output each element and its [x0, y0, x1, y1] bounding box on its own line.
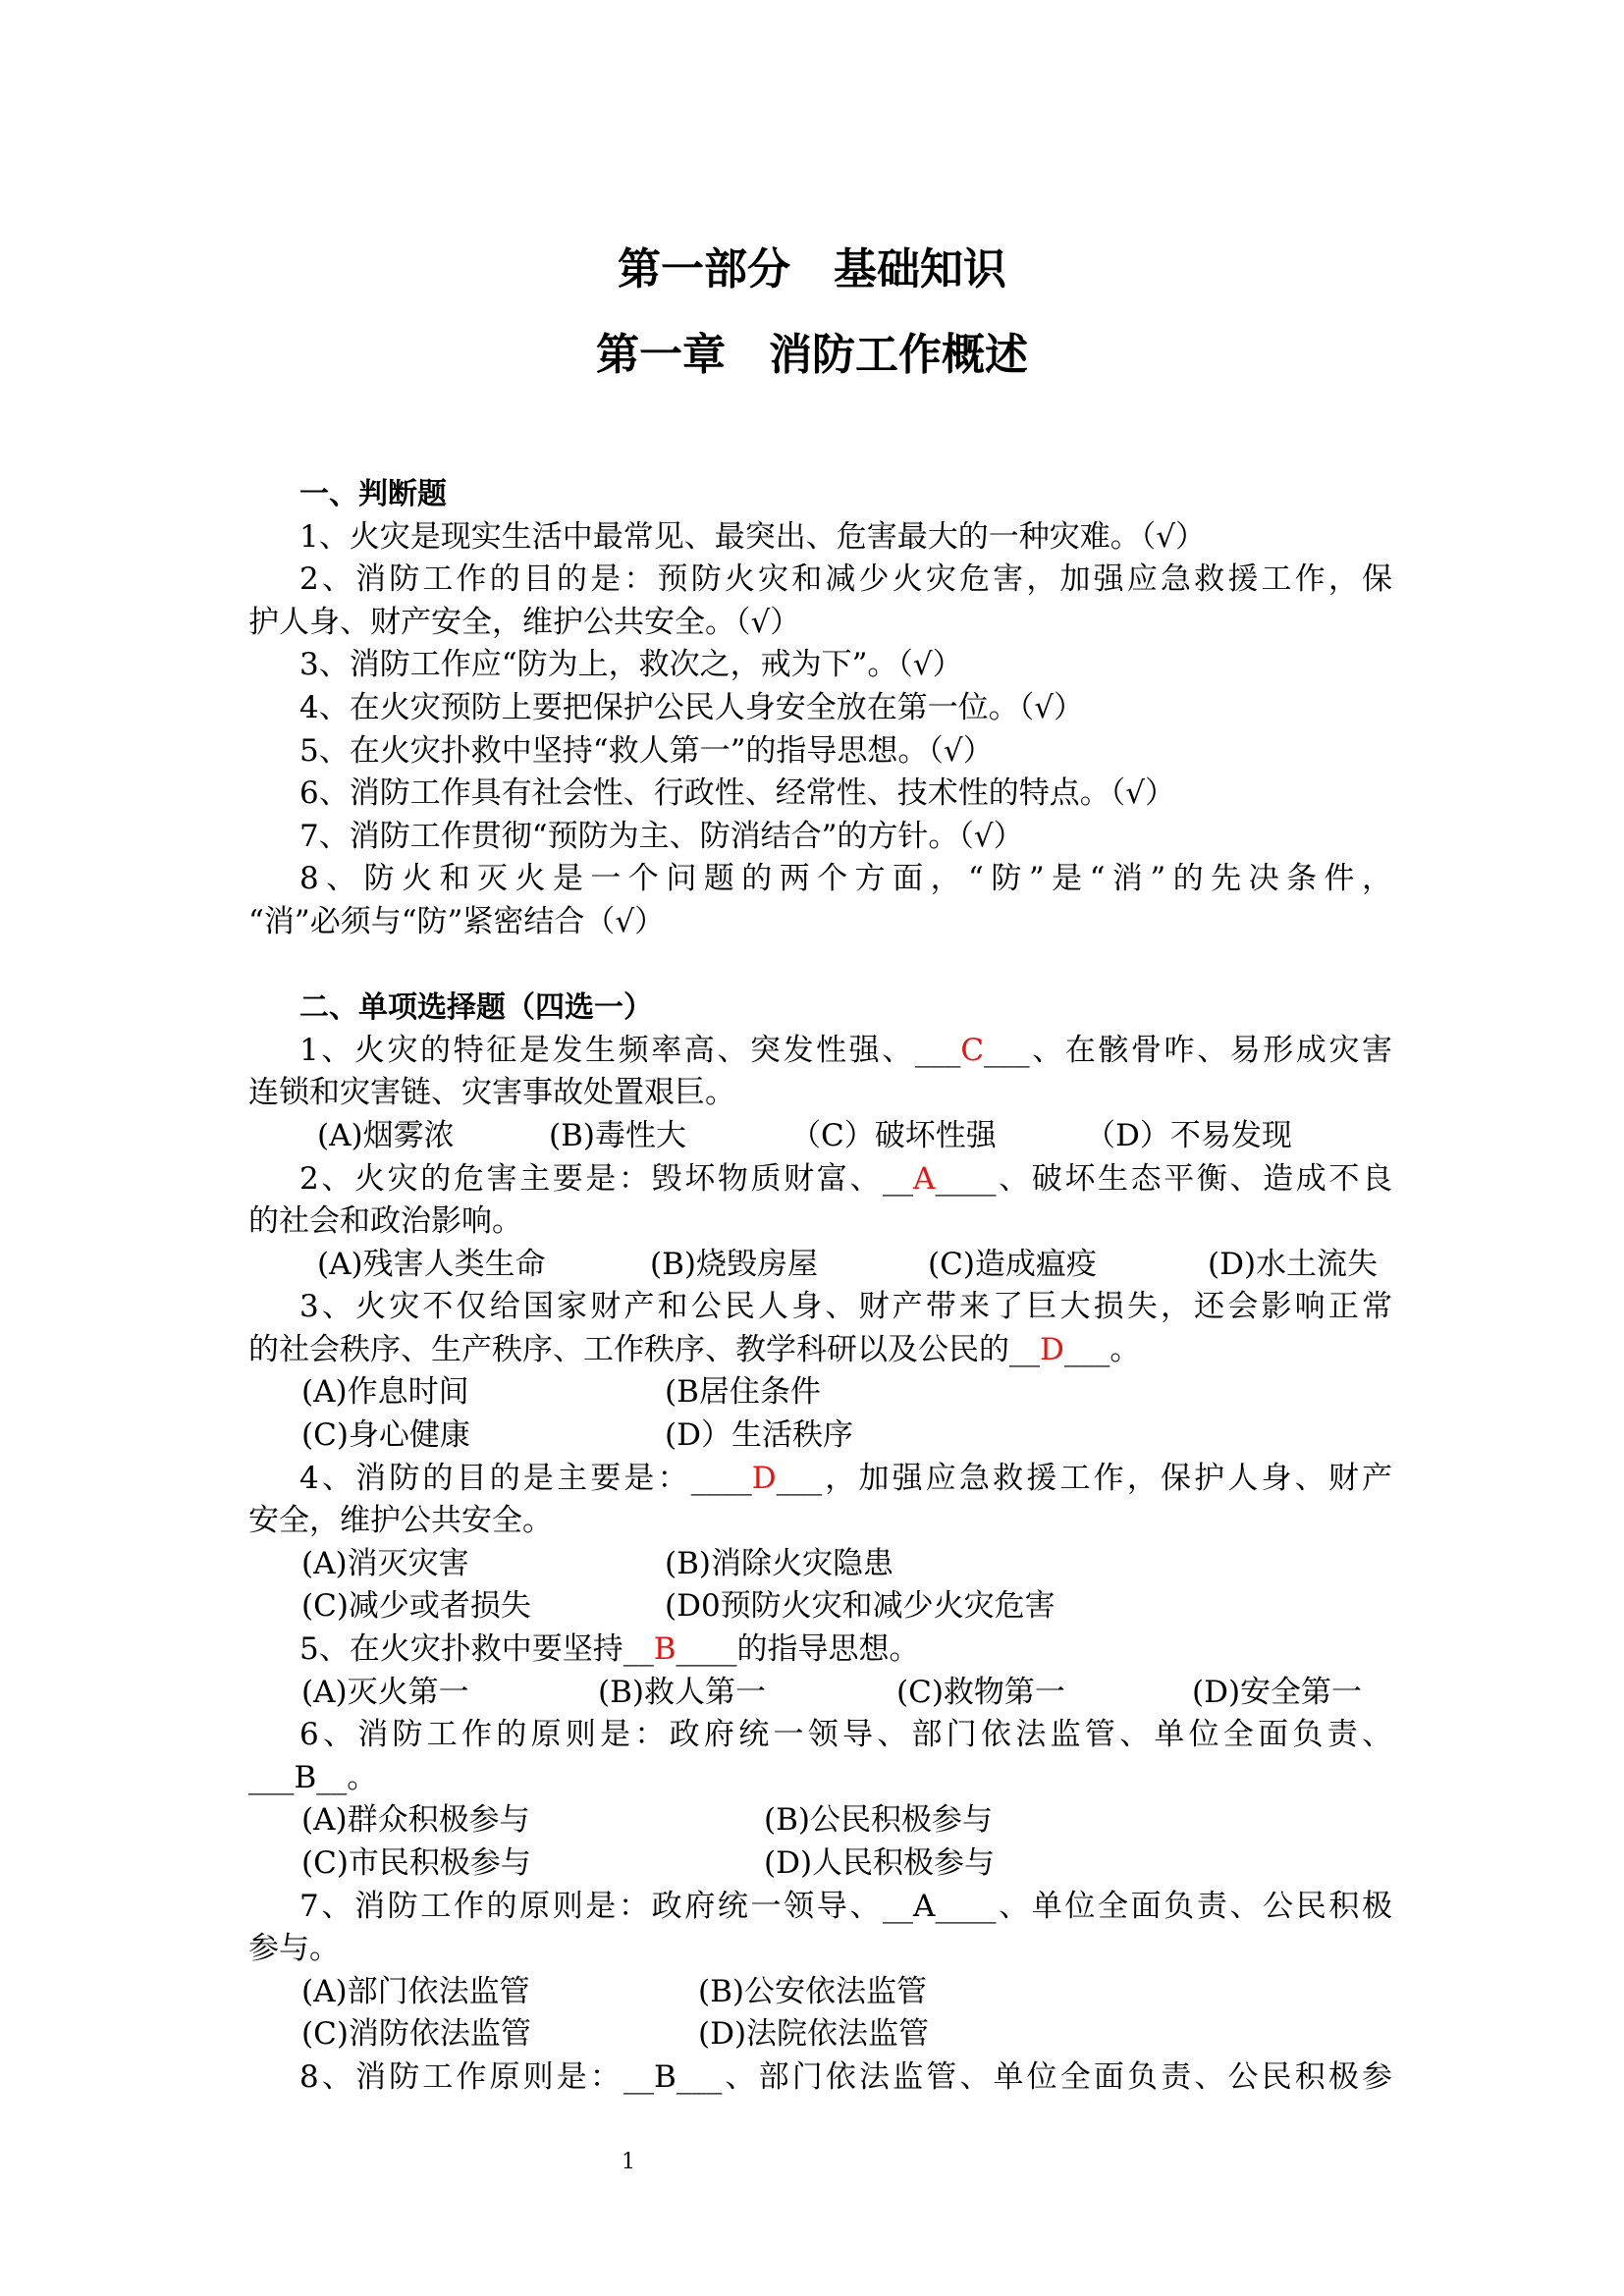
question-line: [248, 1158, 1392, 1201]
answer-key: C: [960, 1032, 985, 1068]
spacer: [248, 944, 1392, 988]
text-segment: ___、在骸骨咋、易形成灾害: [984, 1032, 1392, 1068]
text-segment: 3、消防工作应“防为上，救次之，戒为下”。（√）: [299, 647, 963, 683]
answer-option: (A)烟雾浓: [317, 1117, 455, 1153]
text-segment: 4、在火灾预防上要把保护公民人身安全放在第一位。（√）: [299, 689, 1084, 725]
answer-option: (C)造成瘟疫: [928, 1246, 1097, 1282]
question-line: [248, 2056, 1392, 2100]
options-row: [248, 1244, 1392, 1287]
question-line: [248, 687, 1392, 730]
question-line: [248, 773, 1392, 816]
options-row: [248, 1672, 1392, 1715]
text-segment: 7、消防工作贯彻“预防为主、防消结合”的方针。（√）: [299, 818, 1024, 854]
question-line: [248, 730, 1392, 774]
text-segment: 护人身、财产安全，维护公共安全。（√）: [248, 604, 801, 640]
answer-option: (B居住条件: [665, 1374, 821, 1411]
options-row: [248, 1799, 1392, 1842]
question-line: [248, 901, 1392, 944]
text-segment: 的社会和政治影响。: [248, 1203, 522, 1240]
question-line: [248, 1329, 1392, 1372]
text-segment: 3、火灾不仅给国家财产和公民人身、财产带来了巨大损失，还会影响正常: [299, 1289, 1392, 1325]
question-line: [248, 1500, 1392, 1543]
text-segment: ___。: [1063, 1331, 1141, 1367]
text-segment: ___，加强应急救援工作，保护人身、财产: [776, 1460, 1392, 1496]
answer-option: (C)市民积极参与: [301, 1845, 531, 1881]
document-body: [248, 473, 1392, 2100]
answer-option: (B)消除火灾隐患: [665, 1545, 893, 1581]
answer-option: (B)公安依法监管: [698, 1973, 927, 2009]
text-segment: 6、消防工作的原则是：政府统一领导、部门依法监管、单位全面负责、: [299, 1717, 1392, 1753]
section-heading: [248, 473, 1392, 516]
text-segment: 5、在火灾扑救中坚持“救人第一”的指导思想。（√）: [299, 732, 994, 769]
question-line: [248, 644, 1392, 687]
answer-option: (C)减少或者损失: [301, 1588, 531, 1625]
options-row: [248, 1371, 1392, 1415]
text-segment: 一、判断题: [299, 477, 447, 511]
text-segment: ___B__。: [248, 1759, 378, 1795]
text-segment: ____的指导思想。: [676, 1631, 920, 1668]
answer-option: （C）破坏性强: [790, 1117, 997, 1153]
answer-option: (D）生活秩序: [665, 1417, 853, 1454]
answer-option: (A)残害人类生命: [317, 1246, 546, 1282]
question-line: [248, 602, 1392, 645]
text-segment: 1、火灾是现实生活中最常见、最突出、危害最大的一种灾难。（√）: [299, 518, 1206, 555]
text-segment: ____、破坏生态平衡、造成不良: [935, 1160, 1392, 1197]
options-row: [248, 2013, 1392, 2056]
question-line: [248, 1886, 1392, 1929]
question-line: [248, 559, 1392, 602]
text-segment: 2、火灾的危害主要是：毁坏物质财富、__: [299, 1160, 914, 1197]
section-heading: [248, 987, 1392, 1030]
options-row: [248, 1543, 1392, 1586]
question-line: [248, 816, 1392, 859]
options-row: [248, 1585, 1392, 1629]
text-segment: 连锁和灾害链、灾害事故处置艰巨。: [248, 1075, 735, 1111]
text-segment: 8、消防工作原则是：__B___、部门依法监管、单位全面负责、公民积极参: [299, 2058, 1392, 2095]
answer-option: (D)安全第一: [1192, 1674, 1363, 1710]
answer-option: (A)作息时间: [301, 1374, 469, 1411]
answer-key: D: [751, 1460, 777, 1496]
answer-option: （D）不易发现: [1085, 1117, 1292, 1153]
text-segment: 5、在火灾扑救中要坚持__: [299, 1631, 654, 1668]
text-segment: 二、单项选择题（四选一）: [299, 990, 653, 1026]
text-segment: 参与。: [248, 1931, 340, 1967]
text-segment: 的社会秩序、生产秩序、工作秩序、教学科研以及公民的__: [248, 1331, 1040, 1367]
text-segment: 2、消防工作的目的是：预防火灾和减少火灾危害，加强应急救援工作，保: [299, 561, 1392, 598]
question-line: [248, 1286, 1392, 1329]
page-number: 1: [622, 2150, 635, 2174]
question-line: [248, 1928, 1392, 1971]
question-line: [248, 858, 1392, 901]
question-line: [248, 1714, 1392, 1757]
answer-option: (A)消灭灾害: [301, 1545, 469, 1581]
answer-option: (C)身心健康: [301, 1417, 470, 1454]
options-row: [248, 1971, 1392, 2014]
answer-key: D: [1040, 1331, 1064, 1367]
answer-option: (D)人民积极参与: [764, 1845, 996, 1881]
part-title: 第一部分 基础知识: [618, 244, 1006, 294]
text-segment: 安全，维护公共安全。: [248, 1503, 553, 1539]
question-line: [248, 516, 1392, 560]
answer-option: (B)毒性大: [549, 1117, 686, 1153]
question-line: [248, 1072, 1392, 1115]
answer-key: A: [913, 1160, 936, 1197]
options-row: [248, 1842, 1392, 1886]
text-segment: 6、消防工作具有社会性、行政性、经常性、技术性的特点。（√）: [299, 775, 1175, 812]
answer-option: (C)消防依法监管: [301, 2016, 531, 2053]
answer-option: (A)部门依法监管: [301, 1973, 530, 2009]
text-segment: 7、消防工作的原则是：政府统一领导、__A____、单位全面负责、公民积极: [299, 1888, 1392, 1924]
answer-option: (A)群众积极参与: [301, 1802, 530, 1839]
answer-option: (D)水土流失: [1208, 1246, 1379, 1282]
question-line: [248, 1458, 1392, 1501]
question-line: [248, 1201, 1392, 1244]
options-row: [248, 1115, 1392, 1158]
chapter-title: 第一章 消防工作概述: [596, 330, 1028, 380]
answer-option: (B)救人第一: [598, 1674, 766, 1710]
question-line: [248, 1030, 1392, 1073]
answer-key: B: [653, 1631, 677, 1668]
question-line: [248, 1757, 1392, 1800]
answer-option: (B)公民积极参与: [764, 1802, 993, 1839]
text-segment: 4、消防的目的是主要是：____: [299, 1460, 752, 1496]
answer-option: (D0预防火灾和减少火灾危害: [665, 1588, 1056, 1625]
answer-option: (D)法院依法监管: [698, 2016, 930, 2053]
answer-option: (A)灭火第一: [301, 1674, 469, 1710]
answer-option: (C)救物第一: [896, 1674, 1065, 1710]
text-segment: 1、火灾的特征是发生频率高、突发性强、___: [299, 1032, 961, 1068]
text-segment: “消”必须与“防”紧密结合（√）: [248, 903, 666, 939]
options-row: [248, 1415, 1392, 1458]
question-line: [248, 1629, 1392, 1672]
text-segment: 8、防火和灭火是一个问题的两个方面，“防”是“消”的先决条件，: [299, 861, 1392, 897]
answer-option: (B)烧毁房屋: [650, 1246, 818, 1282]
